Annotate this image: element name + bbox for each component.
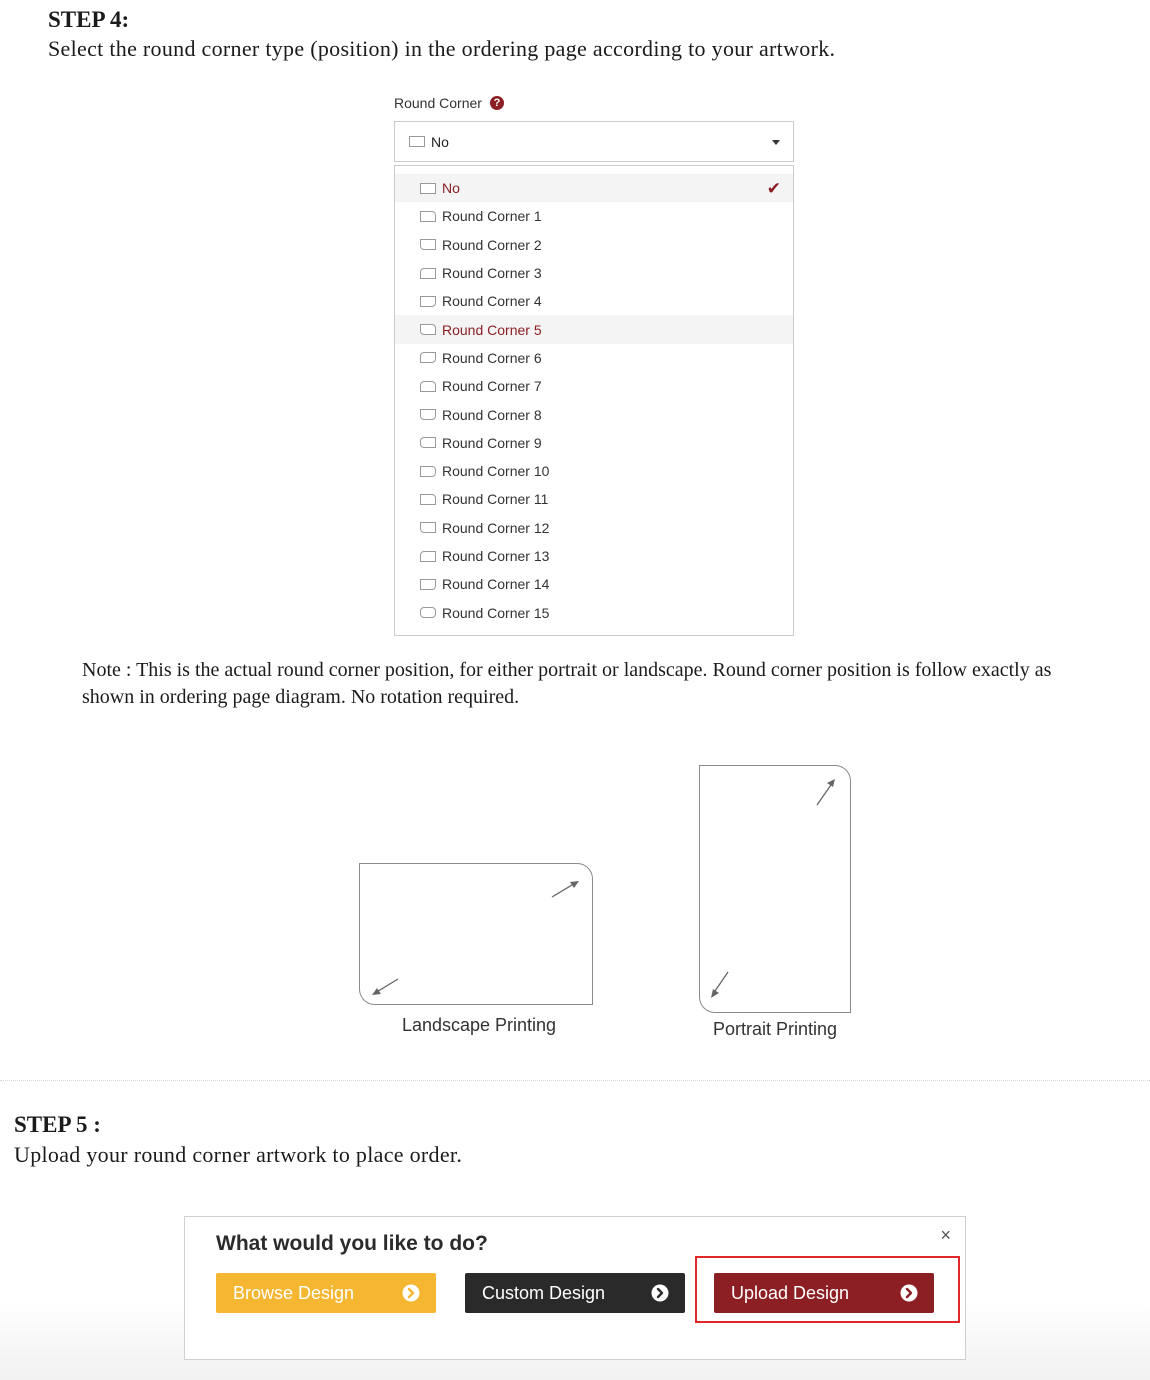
upload-highlight-box bbox=[695, 1256, 960, 1323]
custom-design-button[interactable] bbox=[465, 1273, 685, 1313]
option-label: Round Corner 14 bbox=[442, 576, 550, 593]
dropdown-option-round-corner-8[interactable] bbox=[395, 400, 793, 428]
custom-design-label: Custom Design bbox=[482, 1282, 606, 1303]
option-label: Round Corner 7 bbox=[442, 378, 542, 395]
corner-shape-icon bbox=[420, 352, 436, 363]
step5-description: Upload your round corner artwork to place order. bbox=[14, 1142, 463, 1167]
dropdown-option-round-corner-7[interactable] bbox=[395, 372, 793, 400]
landscape-diagram bbox=[359, 863, 593, 1005]
dropdown-option-round-corner-4[interactable] bbox=[395, 287, 793, 315]
step4-description: Select the round corner type (position) in the ordering page according to your artwork. bbox=[48, 36, 836, 61]
corner-shape-icon bbox=[420, 522, 436, 533]
close-icon[interactable]: × bbox=[940, 1225, 951, 1245]
upload-design-label: Upload Design bbox=[731, 1282, 850, 1303]
round-corner-select[interactable] bbox=[394, 121, 794, 162]
corner-shape-icon bbox=[409, 136, 425, 147]
chevron-circle-right-icon bbox=[402, 1284, 420, 1302]
round-corner-label: Round Corner bbox=[394, 95, 482, 111]
corner-shape-icon bbox=[420, 381, 436, 392]
dropdown-option-round-corner-13[interactable] bbox=[395, 542, 793, 570]
corner-shape-icon bbox=[420, 437, 436, 448]
corner-shape-icon bbox=[420, 409, 436, 420]
arrow-up-right-icon bbox=[550, 878, 582, 900]
corner-shape-icon bbox=[420, 551, 436, 562]
corner-shape-icon bbox=[420, 296, 436, 307]
modal-title: What would you like to do? bbox=[216, 1232, 488, 1255]
chevron-down-icon bbox=[772, 140, 780, 145]
check-icon: ✔ bbox=[766, 179, 781, 198]
chevron-circle-right-icon bbox=[651, 1284, 669, 1302]
dropdown-option-round-corner-1[interactable] bbox=[395, 202, 793, 230]
corner-shape-icon bbox=[420, 607, 436, 618]
option-label: Round Corner 6 bbox=[442, 349, 542, 366]
corner-shape-icon bbox=[420, 494, 436, 505]
dropdown-option-no[interactable] bbox=[395, 174, 793, 202]
corner-shape-icon bbox=[420, 211, 436, 222]
option-label: Round Corner 13 bbox=[442, 548, 550, 564]
corner-shape-icon bbox=[420, 239, 436, 250]
option-label: No bbox=[442, 180, 460, 197]
arrow-up-right-icon bbox=[814, 778, 838, 808]
step4-title: STEP 4: bbox=[48, 7, 130, 32]
dropdown-option-round-corner-14[interactable] bbox=[395, 570, 793, 598]
dropdown-option-round-corner-15[interactable] bbox=[395, 598, 793, 626]
dropdown-option-round-corner-3[interactable] bbox=[395, 259, 793, 287]
help-icon[interactable]: ? bbox=[490, 96, 504, 110]
corner-shape-icon bbox=[420, 579, 436, 590]
option-label: Round Corner 2 bbox=[442, 236, 542, 253]
portrait-diagram bbox=[699, 765, 851, 1013]
corner-shape-icon bbox=[420, 268, 436, 279]
option-label: Round Corner 3 bbox=[442, 265, 542, 282]
dropdown-option-round-corner-11[interactable] bbox=[395, 485, 793, 513]
browse-design-button[interactable] bbox=[216, 1273, 436, 1313]
corner-shape-icon bbox=[420, 183, 436, 194]
arrow-down-left-icon bbox=[708, 970, 732, 1000]
dropdown-option-round-corner-12[interactable] bbox=[395, 514, 793, 542]
option-label: Round Corner 15 bbox=[442, 604, 550, 621]
portrait-label: Portrait Printing bbox=[712, 1019, 838, 1039]
dropdown-option-round-corner-2[interactable] bbox=[395, 231, 793, 259]
option-label: Round Corner 9 bbox=[442, 434, 542, 451]
option-label: Round Corner 4 bbox=[442, 293, 542, 310]
option-label: Round Corner 1 bbox=[442, 208, 542, 225]
section-divider bbox=[0, 1080, 1150, 1081]
dropdown-option-round-corner-6[interactable] bbox=[395, 344, 793, 372]
corner-shape-icon bbox=[420, 466, 436, 477]
landscape-label: Landscape Printing bbox=[401, 1015, 557, 1035]
corner-shape-icon bbox=[420, 324, 436, 335]
round-corner-label-row bbox=[394, 95, 504, 111]
dropdown-option-round-corner-10[interactable] bbox=[395, 457, 793, 485]
option-label: Round Corner 5 bbox=[442, 321, 542, 338]
arrow-down-left-icon bbox=[370, 976, 402, 998]
round-corner-selected-value: No bbox=[431, 133, 449, 150]
option-label: Round Corner 11 bbox=[442, 491, 549, 508]
dropdown-option-round-corner-9[interactable] bbox=[395, 429, 793, 457]
option-label: Round Corner 12 bbox=[442, 519, 550, 536]
option-label: Round Corner 10 bbox=[442, 463, 550, 480]
round-corner-dropdown bbox=[394, 165, 794, 636]
note-text: Note : This is the actual round corner position, for either portrait or landscape. Round corner position is follow exactly as shown in ordering page diagram. No rotation required. bbox=[82, 659, 1052, 708]
step5-title: STEP 5 : bbox=[14, 1112, 101, 1137]
option-label: Round Corner 8 bbox=[442, 406, 542, 423]
dropdown-option-round-corner-5[interactable] bbox=[395, 315, 793, 343]
browse-design-label: Browse Design bbox=[233, 1282, 355, 1303]
